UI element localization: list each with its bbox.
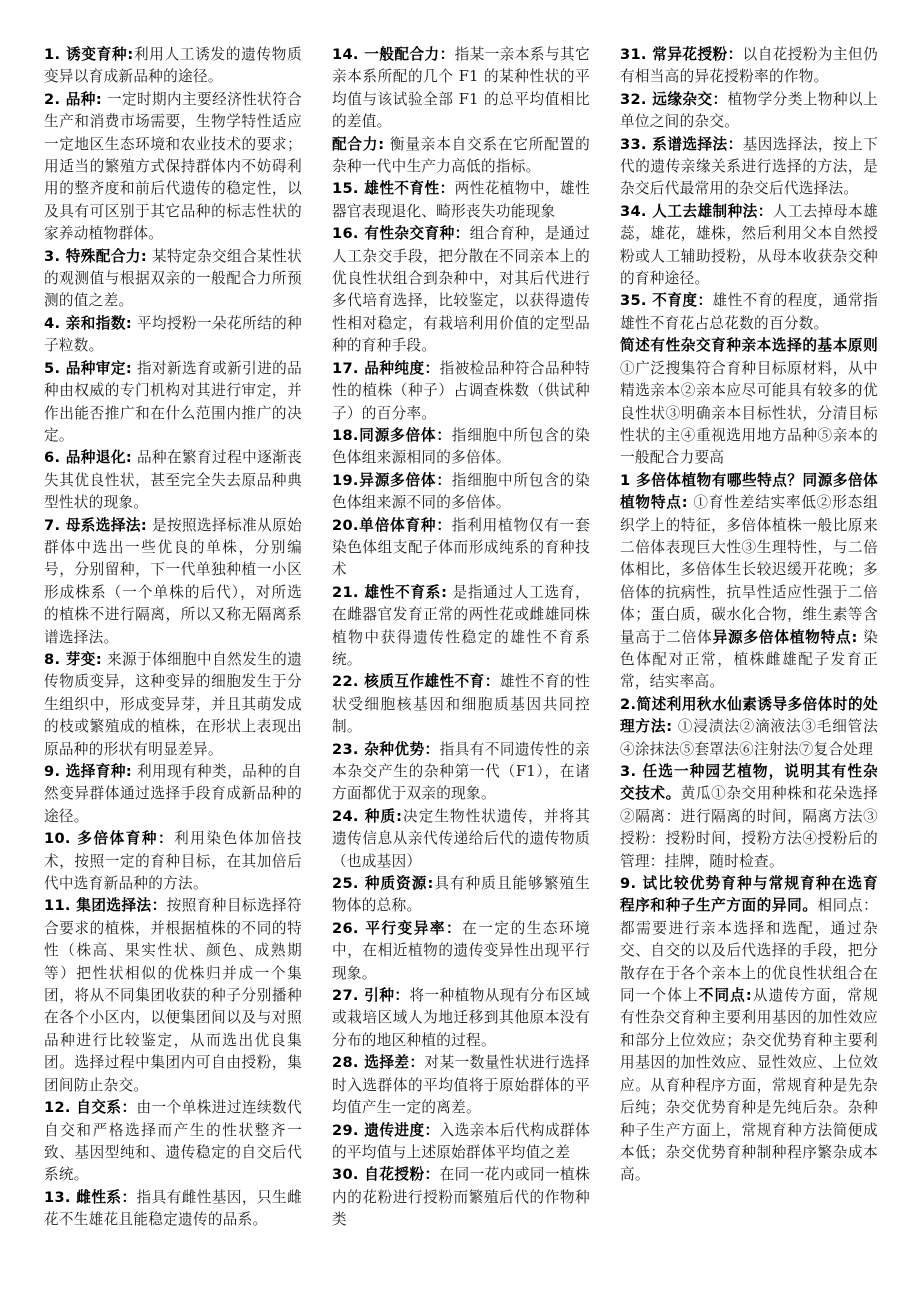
glossary-entry: [332, 1052, 590, 1119]
glossary-entry: [620, 761, 878, 873]
entry-definition: 衡量亲本自交系在它所配置的杂种一代中生产力高低的指标。: [332, 135, 590, 176]
entry-definition: 指具有雌性基因，只生雌花不生雄花且能稳定遗传的品系。: [44, 1188, 302, 1229]
entry-definition: 指具有不同遗传性的亲本杂交产生的杂种第一代（F1），在诸方面都优于双亲的现象。: [332, 740, 590, 803]
entry-definition: 人工去掉母本雄蕊，雄花，雄株，然后利用父本自然授粉或人工辅助授粉，从母本收获杂交种的育种途径。: [620, 202, 878, 288]
entry-term: 2.简述利用秋水仙素诱导多倍体时的处理方法: [620, 695, 878, 736]
entry-term: 6. 品种退化: [44, 449, 126, 467]
entry-separator: ：: [757, 202, 773, 220]
glossary-entry: [332, 985, 590, 1052]
entry-separator: :: [140, 247, 147, 265]
entry-term: 12. 自交系: [44, 1099, 122, 1117]
entry-term: 16. 有性杂交育种: [332, 225, 455, 243]
entry-separator: ：: [409, 1054, 425, 1072]
entry-separator: ：: [158, 830, 175, 848]
entry-separator: :: [427, 875, 434, 893]
entry-separator: ：: [712, 90, 728, 108]
entry-definition: 平均授粉一朵花所结的种子粒数。: [44, 314, 302, 355]
entry-separator: :: [140, 516, 147, 534]
entry-separator: :: [745, 987, 753, 1005]
glossary-entry: [44, 246, 302, 313]
column-3: [620, 44, 878, 1187]
entry-separator: ：: [727, 46, 743, 63]
entry-definition: 将一种植物从现有分布区域或栽培区域人为地迁移到其他原本没有分布的地区种植的过程。: [332, 987, 590, 1049]
entry-definition: 以自花授粉为主但仍有相当高的异花授粉率的作物。: [620, 46, 878, 86]
entry-definition: ①育性差结实率低②形态组织学上的特征，多倍体植株一般比原来二倍体表现巨大性③生理特性，与二倍体相比，多倍体生长较迟缓开花晚；多倍体的抗病性，抗旱性适应性强于二倍体；蛋白质，碳水化合物，维生素等含量高于二倍体: [620, 494, 878, 646]
glossary-entry: [44, 1097, 302, 1187]
entry-definition: 指对新选育或新引进的品种由权威的专门机构对其进行审定，并作出能否推广和在什么范围内推广的决定。: [44, 359, 302, 444]
entry-term: 4. 亲和指数: [44, 314, 126, 332]
glossary-entry: [44, 895, 302, 1097]
entry-definition: 指某一亲本系与其它亲本系所配的几个 F1 的某种性状的平均值与该试验全部 F1 的总平均值相比的差值。: [332, 46, 590, 131]
entry-definition: 利用染色体加倍技术，按照一定的育种目标，在其加倍后代中选育新品种的方法。: [44, 830, 302, 893]
glossary-entry: [332, 582, 590, 672]
entry-separator: ：: [151, 897, 167, 915]
entry-definition: 组合育种，是通过人工杂交手段，把分散在不同亲本上的优良性状组合到杂种中，对其后代进行多代培育选择，比较鉴定，以获得遗传性相对稳定，有栽培利用价值的定型品种的育种手段。: [332, 225, 590, 355]
entry-term: 30. 自花授粉: [332, 1166, 425, 1184]
entry-separator: :: [441, 583, 448, 601]
glossary-entry: [44, 313, 302, 358]
entry-term: 21. 雄性不育系: [332, 583, 442, 601]
entry-definition: 由一个单株进过连续数代自交和严格选择而产生的性状整齐一致、基因型纯和、遗传稳定的自交后代系统。: [44, 1099, 302, 1184]
entry-term: 3. 任选一种园艺植物，说明其有性杂交技术。: [620, 763, 878, 803]
glossary-entry: [44, 447, 302, 514]
entry-term: 26. 平行变异率: [332, 919, 447, 937]
entry-definition: 按照育种目标选择符合要求的植株，并根据植株的不同的特性（株高、果实性状、颜色、成熟期等）把性状相似的优株归并成一个集团，将从不同集团收获的种子分别播种在各个小区内，以便集团间以及与对照品种进行比较鉴定，从而选出优良集团。选择过程中集团内可自由授粉，集团间防止杂交。: [44, 897, 302, 1094]
entry-subterm: 不同点: [698, 987, 746, 1005]
glossary-entry: [44, 358, 302, 448]
entry-term: 27. 引种: [332, 987, 395, 1005]
glossary-entry: [332, 1120, 590, 1165]
glossary-entry: [620, 134, 878, 201]
entry-definition: 是指通过人工选育，在雌器官发育正常的两性花或雌雄同株植物中获得遗传性稳定的雄性不育系统。: [332, 583, 590, 668]
glossary-entry: [332, 44, 590, 134]
entry-separator: :: [378, 135, 385, 153]
entry-term: 23. 杂种优势: [332, 740, 425, 758]
entry-definition: 具有种质且能够繁殖生物体的总称。: [332, 875, 590, 915]
glossary-entry: [620, 694, 878, 761]
entry-term: 22. 核质互作雄性不育: [332, 673, 485, 691]
entry-definition: 对某一数量性状进行选择时入选群体的平均值将于原始群体的平均值产生一定的离差。: [332, 1054, 590, 1117]
entry-term: 5. 品种审定: [44, 359, 126, 377]
entry-separator: :: [95, 90, 102, 108]
entry-term: 20.单倍体育种: [332, 516, 437, 534]
entry-separator: ：: [439, 180, 455, 198]
glossary-entry: [332, 134, 590, 179]
entry-term: 配合力: [332, 135, 379, 153]
entry-separator: ：: [424, 740, 440, 758]
entry-separator: ：: [436, 471, 452, 489]
entry-subterm: 异源多倍体植物特点: [712, 628, 852, 646]
entry-term: 简述有性杂交育种亲本选择的基本原则: [620, 337, 878, 355]
entry-separator: ：: [484, 673, 500, 691]
entry-term: 10. 多倍体育种: [44, 830, 159, 848]
entry-term: 17. 品种纯度: [332, 359, 425, 377]
entry-separator: ：: [121, 1099, 137, 1117]
entry-term: 8. 芽变: [44, 650, 96, 668]
glossary-entry: [332, 425, 590, 470]
glossary-entry: [620, 290, 878, 335]
glossary-entry: [44, 761, 302, 828]
entry-definition: 雄性不育的程度，通常指雄性不育花占总花数的百分数。: [620, 292, 878, 332]
entry-definition: 植物学分类上物种以上单位之间的杂交。: [620, 90, 878, 131]
entry-term: 14. 一般配合力: [332, 46, 440, 63]
glossary-entry: [620, 201, 878, 291]
entry-term: 13. 雌性系: [44, 1188, 122, 1206]
entry-term: 7. 母系选择法: [44, 516, 141, 534]
entry-term: 19.异源多倍体: [332, 471, 437, 489]
glossary-entry: [620, 873, 878, 1187]
entry-definition: 是按照选择标准从原始群体中选出一些优良的单株，分别编号，分别留种，下一代单独种植一小区形成株系（一个单株的后代），对所选的植株不进行隔离，所以又称无隔离系谱选择法。: [44, 516, 302, 646]
entry-separator: ：: [439, 46, 455, 63]
entry-separator: :: [125, 314, 132, 332]
entry-separator: :: [851, 628, 858, 646]
entry-separator: :: [125, 763, 132, 780]
entry-definition: 品种在繁育过程中逐渐丧失其优良性状，甚至完全失去原品种典型性状的现象。: [44, 449, 302, 512]
entry-definition: 黄瓜①杂交用种株和花朵选择②隔离：进行隔离的时间，隔离方法③授粉：授粉时间，授粉方法④授粉后的管理：挂牌，随时检查。: [620, 785, 878, 870]
column-2: [332, 44, 590, 1232]
entry-separator: :: [95, 650, 102, 668]
entry-definition: 指利用植物仅有一套染色体组支配子体而形成纯系的育种技术: [332, 516, 590, 579]
entry-definition: 雄性不育的性状受细胞核基因和细胞质基因共同控制。: [332, 673, 590, 736]
entry-separator: ：: [446, 919, 463, 937]
entry-term: 11. 集团选择法: [44, 897, 152, 915]
glossary-entry: [620, 89, 878, 134]
entry-definition: 利用现有种类，品种的自然变异群体通过选择手段育成新品种的途径。: [44, 763, 302, 825]
entry-definition: 利用人工诱发的遗传物质变异以育成新品种的途径。: [44, 46, 302, 86]
glossary-entry: [332, 739, 590, 806]
entry-definition: 指细胞中所包含的染色体组来源不同的多倍体。: [332, 471, 590, 512]
entry-separator: ：: [436, 426, 452, 444]
entry-definition: ①广泛搜集符合育种目标原材料，从中精选亲本②亲本应尽可能具有较多的优良性状③明确亲本目标性状，分清目标性状的主④重视选用地方品种⑤亲本的一般配合力要高: [620, 359, 878, 467]
entry-separator: :: [127, 46, 134, 63]
glossary-entry: [332, 515, 590, 582]
entry-separator: ：: [454, 225, 470, 243]
entry-term: 33. 系谱选择法: [620, 135, 728, 153]
glossary-entry: [44, 515, 302, 649]
entry-definition: 基因选择法，按上下代的遗传亲缘关系进行选择的方法，是杂交后代最常用的杂交后代选择法。: [620, 135, 878, 198]
entry-term: 28. 选择差: [332, 1054, 410, 1072]
entry-definition: 在一定的生态环境中，在相近植物的遗传变异性出现平行现象。: [332, 919, 590, 982]
entry-separator: ：: [436, 516, 452, 534]
entry-term: 32. 远缘杂交: [620, 90, 713, 108]
entry-term: 31. 常异花授粉: [620, 46, 728, 63]
entry-separator: :: [666, 718, 673, 736]
entry-separator: ：: [697, 292, 713, 310]
entry-definition: 在同一花内或同一植株内的花粉进行授粉而繁殖后代的作物种类: [332, 1166, 590, 1229]
entry-definition: 相同点：都需要进行亲本选择和选配，通过杂交、自交的以及后代选择的手段，把分散存在于各个亲本上的优良性状组合在同一个体上: [620, 897, 879, 1005]
entry-subdefinition: 染色体配对正常，植株雌雄配子发育正常，结实率高。: [620, 628, 878, 691]
glossary-entry: [332, 671, 590, 738]
entry-term: 15. 雄性不育性: [332, 180, 440, 198]
entry-term: 9. 试比较优势育种与常规育种在选育程序和种子生产方面的异同。: [620, 875, 878, 915]
glossary-entry: [620, 44, 878, 89]
entry-subdefinition: 从遗传方面，常规有性杂交育种主要利用基因的加性效应和部分上位效应；杂交优势育种主要利用基因的加性效应、显性效应、上位效应。从育种程序方面，常规育种是先杂后纯；杂交优势育种是先纯后杂。杂种种子生产方面上，常规育种方法简便成本低；杂交优势育种制种程序繁杂成本高。: [620, 987, 878, 1184]
entry-definition: 入选亲本后代构成群体的平均值与上述原始群体平均值之差: [332, 1121, 590, 1161]
entry-term: 9. 选择育种: [44, 763, 126, 780]
entry-definition: 指细胞中所包含的染色体组来源相同的多倍体。: [332, 426, 590, 467]
entry-term: 35. 不育度: [620, 292, 698, 310]
glossary-entry: [620, 335, 878, 469]
entry-separator: ：: [424, 359, 440, 377]
entry-definition: 指被检品种符合品种特性的植株（种子）占调查株数（供试种子）的百分率。: [332, 359, 590, 422]
glossary-entry: [44, 1187, 302, 1232]
entry-term: 24. 种质: [332, 807, 397, 825]
entry-term: 1. 诱变育种: [44, 46, 128, 63]
glossary-entry: [44, 89, 302, 246]
entry-separator: ：: [424, 1121, 440, 1139]
entry-term: 3. 特殊配合力: [44, 247, 141, 265]
glossary-entry: [332, 918, 590, 985]
entry-term: 18.同源多倍体: [332, 426, 437, 444]
entry-term: 2. 品种: [44, 90, 96, 108]
entry-separator: ：: [121, 1188, 137, 1206]
entry-term: 1 多倍体植物有哪些特点？同源多倍体植物特点: [620, 471, 878, 512]
entry-separator: :: [125, 449, 132, 467]
entry-definition: ①浸渍法②滴液法③毛细管法④涂抹法⑤套罩法⑥注射法⑦复合处理: [620, 718, 878, 758]
entry-definition: 某特定杂交组合某性状的观测值与根据双亲的一般配合力所预测的值之差。: [44, 247, 302, 310]
entry-separator: :: [681, 494, 688, 512]
glossary-entry: [44, 44, 302, 89]
entry-term: 29. 遗传进度: [332, 1121, 425, 1139]
entry-separator: ：: [424, 1166, 440, 1184]
glossary-entry: [332, 1164, 590, 1231]
glossary-entry: [332, 178, 590, 223]
glossary-entry: [332, 873, 590, 918]
entry-term: 25. 种质资源: [332, 875, 428, 893]
entry-term: 34. 人工去雄制种法: [620, 202, 758, 220]
entry-separator: ：: [394, 987, 410, 1005]
entry-separator: ：: [727, 135, 743, 153]
entry-separator: :: [396, 807, 403, 825]
entry-separator: :: [125, 359, 132, 377]
glossary-entry: [620, 470, 878, 694]
glossary-entry: [332, 806, 590, 873]
column-1: [44, 44, 302, 1232]
glossary-entry: [44, 828, 302, 895]
entry-definition: 来源于体细胞中自然发生的遗传物质变异，这种变异的细胞发生于分生组织中，形成变异芽，并且其萌发成的枝或繁殖成的植株，在形状上表现出原品种的形状有明显差异。: [44, 650, 302, 758]
glossary-entry: [44, 649, 302, 761]
glossary-entry: [332, 223, 590, 357]
entry-definition: 两性花植物中，雄性器官表现退化、畸形丧失功能现象: [332, 180, 590, 220]
entry-definition: 决定生物性状遗传，并将其遗传信息从亲代传递给后代的遗传物质（也成基因）: [332, 807, 591, 870]
glossary-entry: [332, 470, 590, 515]
entry-definition: 一定时期内主要经济性状符合生产和消费市场需要，生物学特性适应一定地区生态环境和农业技术的要求；用适当的繁殖方式保持群体内不妨碍利用的整齐度和前后代遗传的稳定性，以及具有可区别于其它品种的标志性状的家养动植物群体。: [44, 90, 302, 243]
glossary-entry: [332, 358, 590, 425]
